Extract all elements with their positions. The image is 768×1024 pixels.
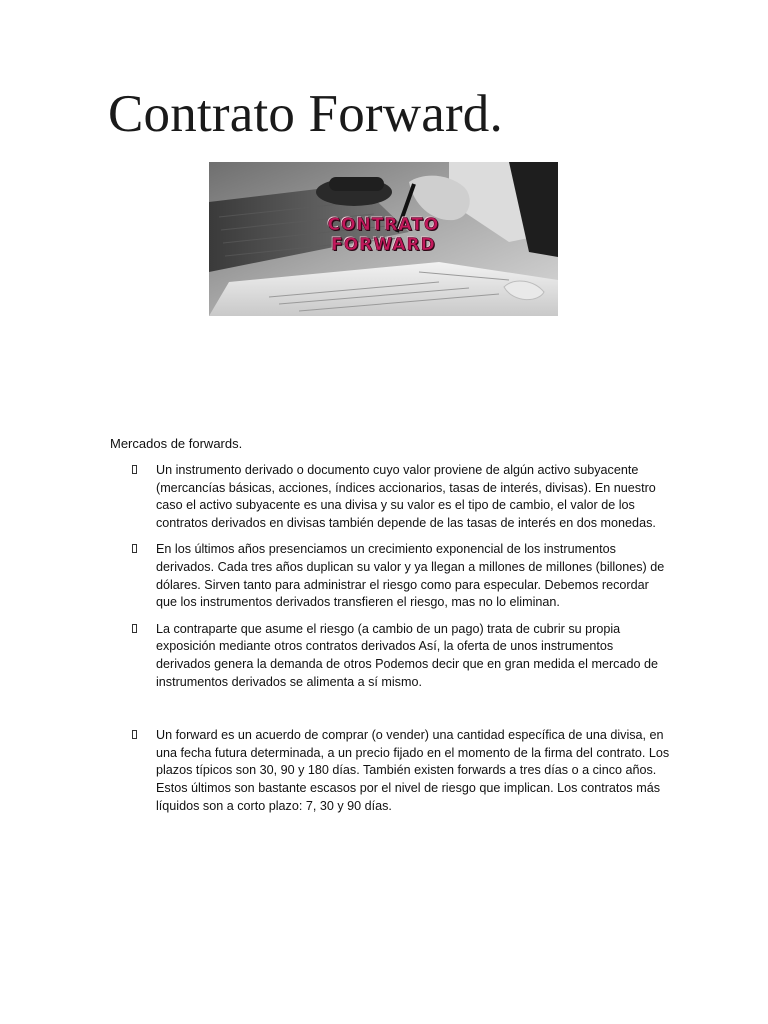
bullet-icon (131, 621, 139, 633)
list-item-text: Un instrumento derivado o documento cuyo valor proviene de algún activo subyacente (mercancías básicas, acciones, índices accionarios, tasas de interés, divisas). En nuestro caso el activo subyacente es una divisa y su valor es el tipo de cambio, el valor de los contratos derivados en divisas también depende de las tasas de interés en dos monedas. (156, 463, 656, 530)
list-item (110, 727, 670, 815)
page-title: Contrato Forward. (108, 85, 503, 143)
bullet-icon (131, 462, 139, 474)
bullet-icon (131, 541, 139, 553)
list-item (110, 462, 670, 532)
bullet-list (110, 462, 670, 824)
photo-label-line2: FORWARD (331, 235, 436, 255)
section-heading: Mercados de forwards. (110, 436, 243, 451)
list-item (110, 541, 670, 611)
bullet-icon (131, 727, 139, 739)
list-item-text: Un forward es un acuerdo de comprar (o vender) una cantidad específica de una divisa, en una fecha futura determinada, a un precio fijado en el momento de la firma del contrato. Los plazos típicos son 30, 90 y 180 días. También existen forwards a tres días o a cinco años. Estos últimos son bastante escasos por el nivel de riesgo que implican. Los contratos más líquidos son a corto plazo: 7, 30 y 90 días. (156, 728, 670, 813)
list-item-text: La contraparte que asume el riesgo (a cambio de un pago) trata de cubrir su propia exposición mediante otros contratos derivados Así, la oferta de unos instrumentos derivados genera la demanda de otros Podemos decir que en gran medida el mercado de instrumentos derivados se alimenta a sí mismo. (156, 621, 658, 689)
list-item-text: En los últimos años presenciamos un crecimiento exponencial de los instrumentos derivados. Cada tres años duplican su valor y ya llegan a millones de millones (billones) de dólares. Sirven tanto para administrar el riesgo como para especular. Debemos recordar que los instrumentos derivados transfieren el riesgo, mas no lo eliminan. (156, 542, 665, 610)
list-item (110, 621, 670, 691)
contract-photo (209, 162, 558, 316)
photo-label-line1: CONTRATO (327, 215, 440, 235)
